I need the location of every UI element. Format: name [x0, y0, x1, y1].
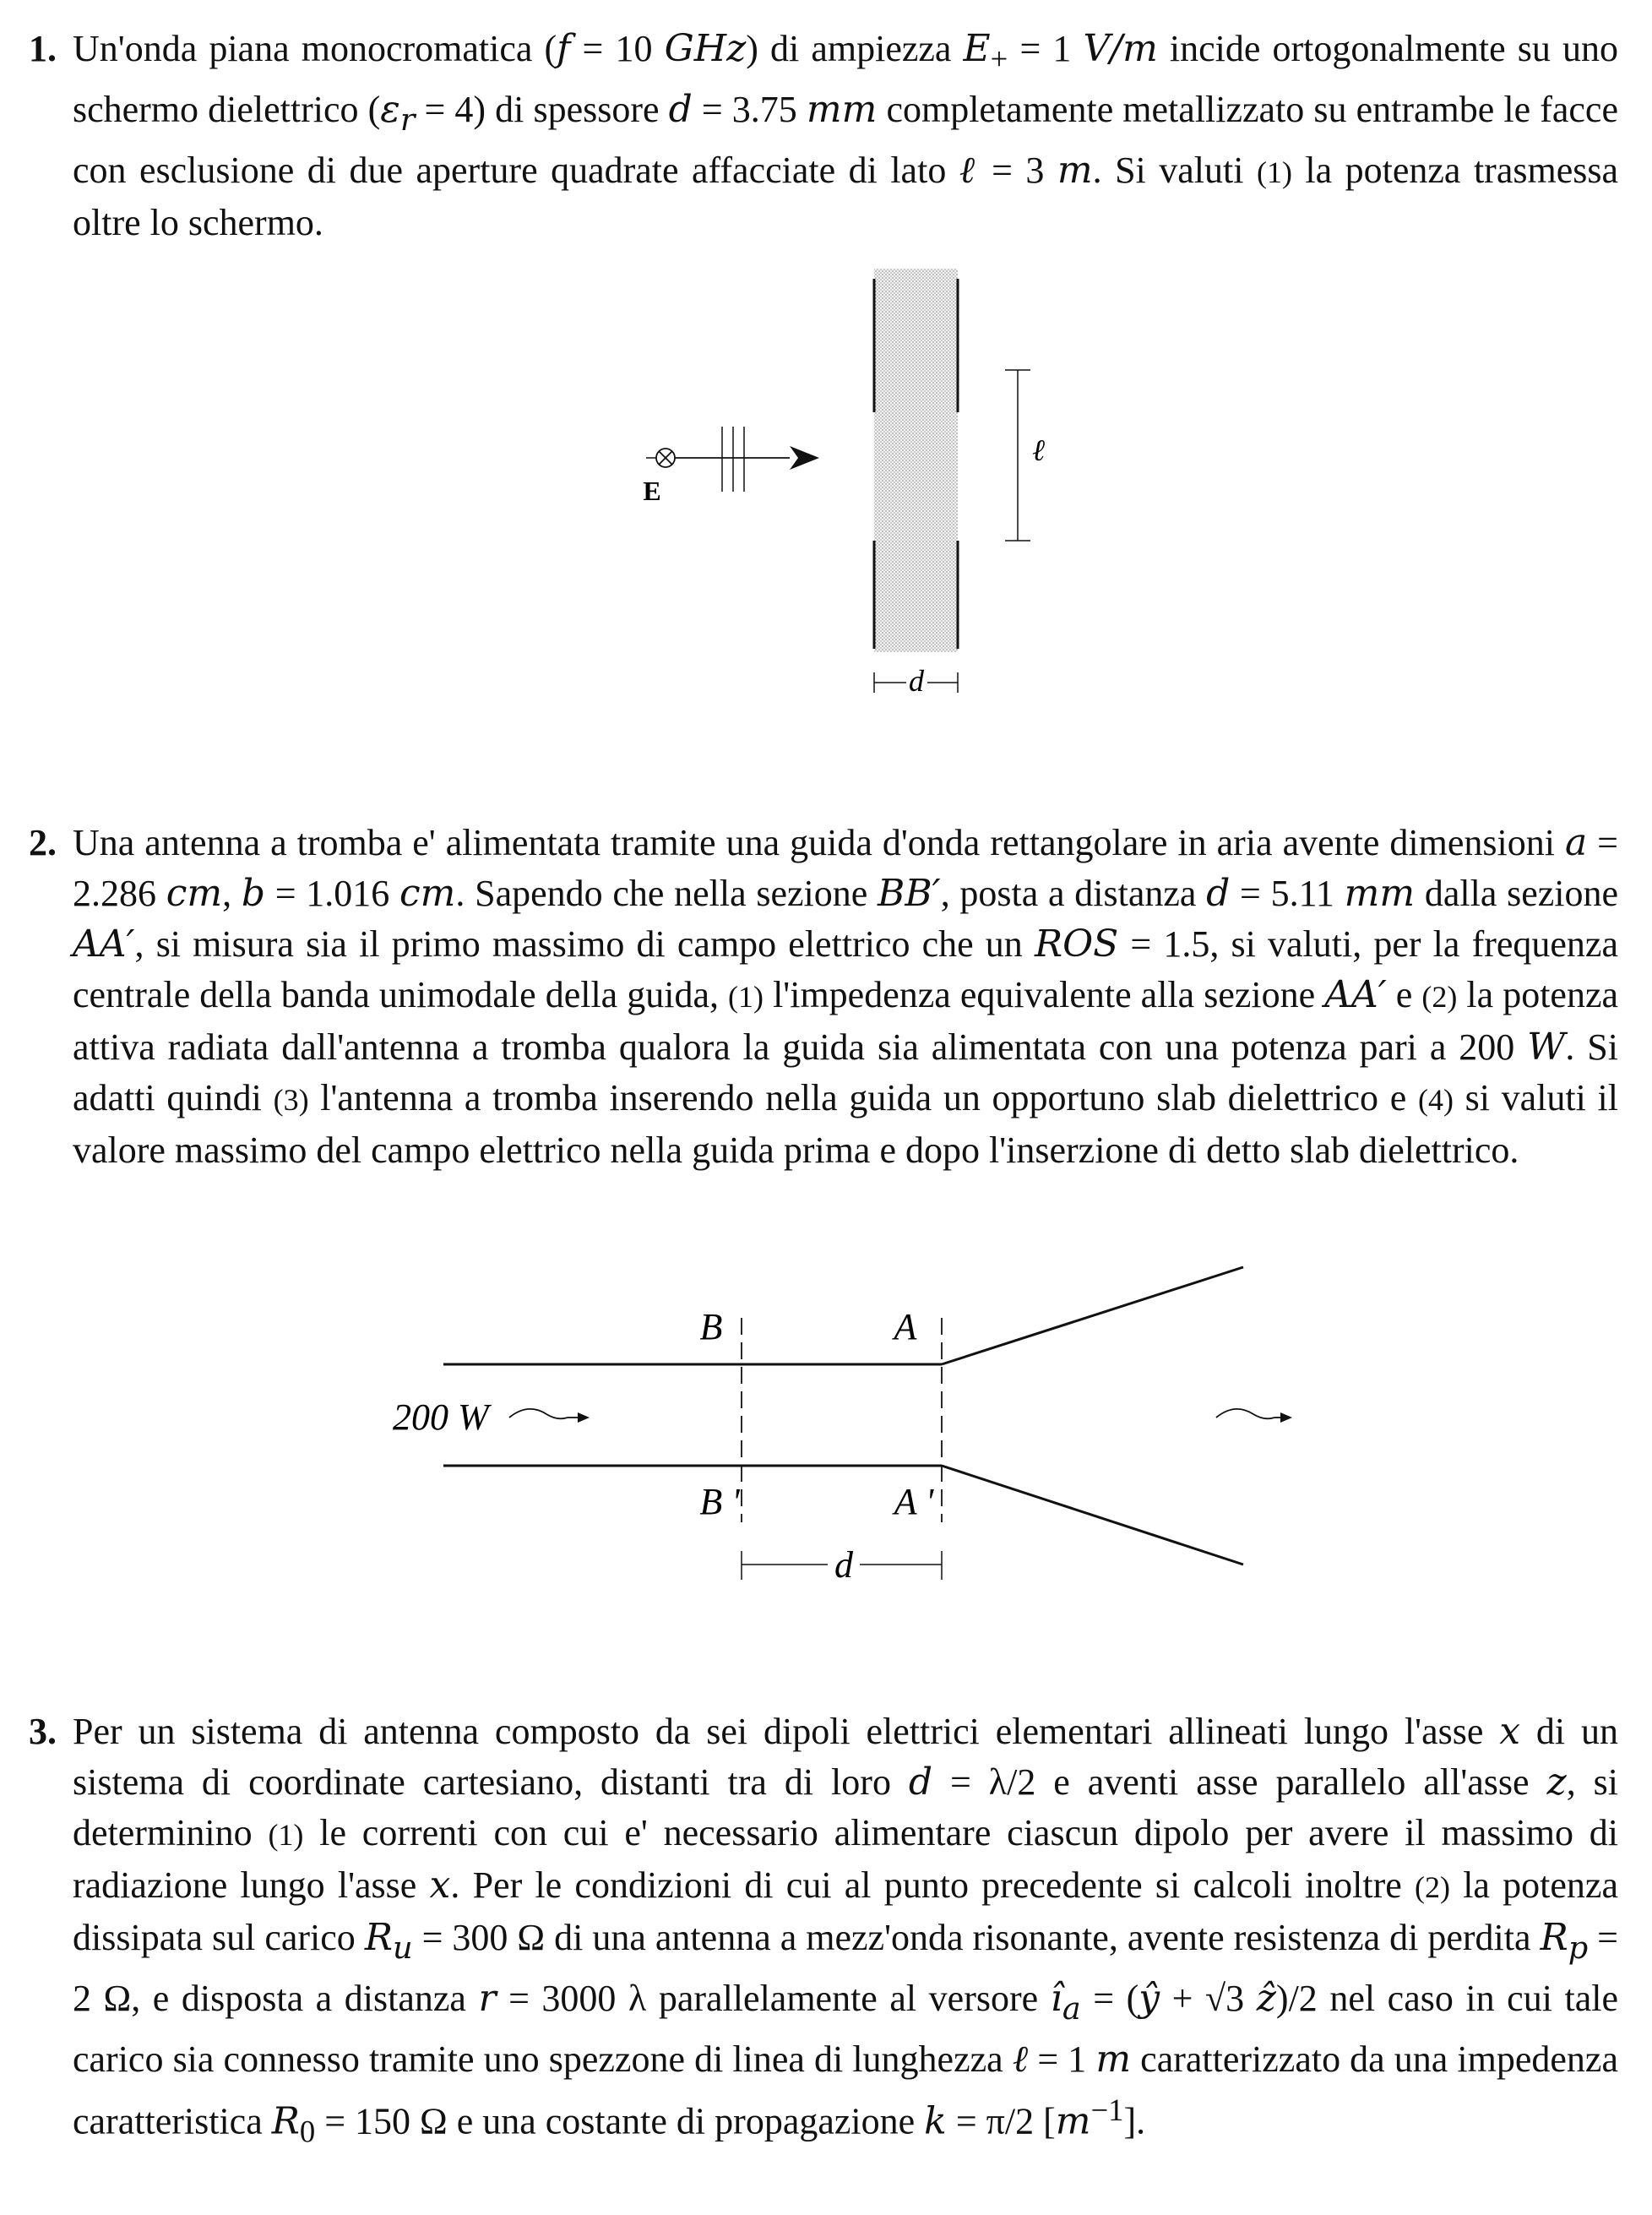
figure-2 — [0, 1250, 1652, 1614]
horn-upper-flare — [942, 1267, 1243, 1364]
input-wave-arrow-icon — [509, 1409, 590, 1423]
arrow-right-icon — [790, 446, 819, 470]
distance-dimension — [742, 1544, 942, 1586]
figure-1 — [0, 253, 1652, 727]
label-b-prime: B ' — [699, 1481, 740, 1522]
problem-1 — [29, 24, 1618, 248]
problem-2 — [29, 818, 1618, 1176]
thickness-dimension — [874, 664, 958, 698]
length-label: ℓ — [1032, 433, 1045, 467]
field-label: E — [643, 476, 661, 506]
aperture-dimension — [1005, 370, 1045, 541]
problem-number: 1. — [29, 28, 57, 69]
distance-label: d — [834, 1544, 853, 1586]
problem-text: Un'onda piana monocromatica (f = 10 GHz) di ampiezza $E_+ = 1$ V/m incide ortogonalmente su uno schermo dielettrico $(\varepsilon_r = 4)$ di spessore d = 3.75 mm completamente metallizzato su entrambe le facce con esclusione di due aperture quadrate affacciate di lato ℓ = 3 m. Si valuti (1) la potenza trasmessa oltre lo schermo. — [73, 27, 1618, 243]
dielectric-slab — [874, 269, 958, 652]
input-power-label: 200 W — [393, 1396, 489, 1438]
problem-number: 2. — [29, 822, 57, 863]
problem-number: 3. — [29, 1711, 57, 1752]
problem-text: Una antenna a tromba e' alimentata tramite una guida d'onda rettangolare in aria avente dimensioni a = 2.286 cm, b = 1.016 cm. Sapendo che nella sezione BB′, posta a distanza d = 5.11 mm dalla sezione AA′, si misura sia il primo massimo di campo elettrico che un ROS = 1.5, si valuti, per la frequenza centrale della banda unimodale della guida, (1) l'impedenza equivalente alla sezione AA′ e (2) la potenza attiva radiata dall'antenna a tromba qualora la guida sia alimentata con una potenza pari a 200 W. Si adatti quindi (3) l'antenna a tromba inserendo nella guida un opportuno slab dielettrico e (4) si valuti il valore massimo del campo elettrico nella guida prima e dopo l'inserzione di detto slab dielettrico. — [73, 821, 1619, 1171]
horn-lower-flare — [942, 1466, 1243, 1565]
radiated-wave-arrow-icon — [1216, 1409, 1292, 1423]
label-a: A — [894, 1306, 917, 1347]
incident-wave — [643, 427, 819, 506]
label-b: B — [699, 1306, 723, 1347]
problem-text: Per un sistema di antenna composto da sei dipoli elettrici elementari allineati lungo l'asse x di un sistema di coordinate cartesiano, distanti tra di loro d = λ/2 e aventi asse parallelo all'asse z, si determinino (1) le correnti con cui e' necessario alimentare ciascun dipolo per avere il massimo di radiazione lungo l'asse x. Per le condizioni di cui al punto precedente si calcoli inoltre (2) la potenza dissipata sul carico $R_u = 300$ Ω di una antenna a mezz'onda risonante, avente resistenza di perdita $R_p = 2$ Ω, e disposta a distanza r = 3000 λ parallelamente al versore $î_a$ = (ŷ + √3 ẑ)/2 nel caso in cui tale carico sia connesso tramite uno spezzone di linea di lunghezza ℓ = 1 m caratterizzato da una impedenza caratteristica $R_0 = 150$ Ω e una costante di propagazione k = π/2 $[m^{-1}]$. — [73, 1710, 1618, 2149]
problem-3 — [29, 1706, 1618, 2157]
thickness-label: d — [909, 664, 924, 698]
label-a-prime: A ' — [894, 1481, 934, 1522]
